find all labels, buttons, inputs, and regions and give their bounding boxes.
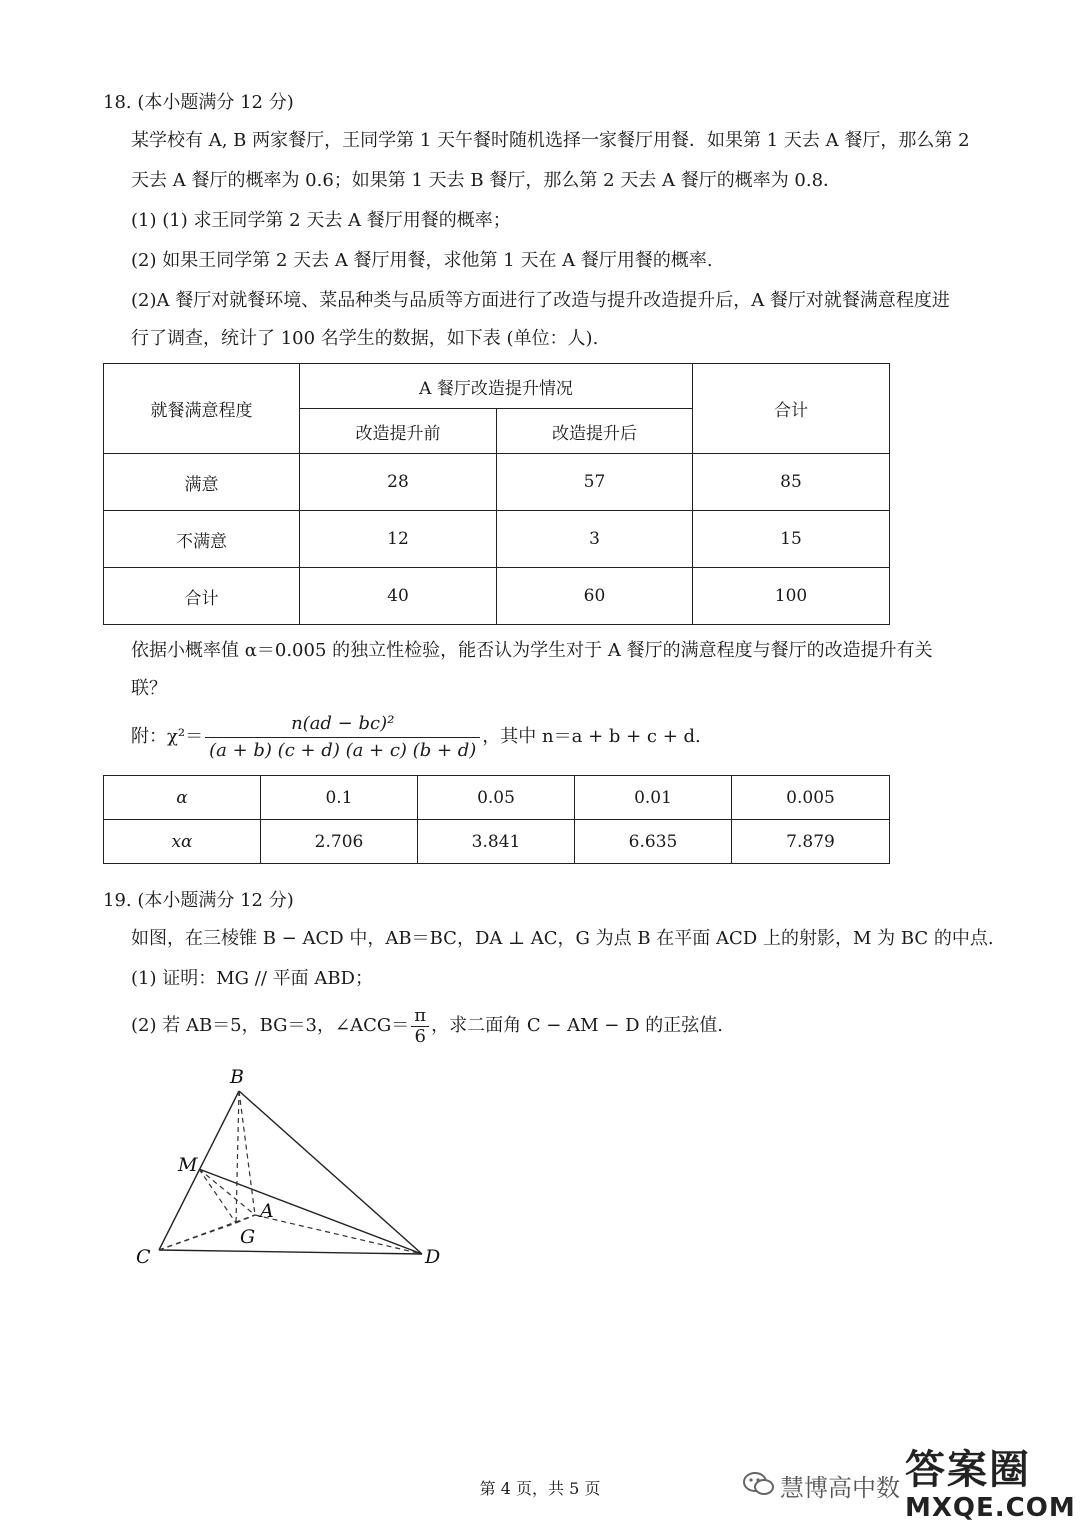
q18-heading: 18. (本小题满分 12 分)	[103, 92, 294, 113]
value-cell: 7.879	[732, 820, 890, 864]
satisfaction-table	[103, 363, 890, 625]
q19-part2	[131, 1002, 723, 1050]
value-cell: 3.841	[418, 820, 575, 864]
cell-total: 85	[693, 454, 890, 511]
row-label: 满意	[104, 454, 300, 511]
cell-total: 15	[693, 511, 890, 568]
header-satisfaction-level: 就餐满意程度	[104, 364, 300, 454]
watermark-logo-url: MXQE.COM	[905, 1493, 1076, 1523]
watermark-logo-text: 答案圈	[905, 1447, 1031, 1493]
label-d: D	[425, 1246, 441, 1268]
cell-after: 57	[497, 454, 693, 511]
cell-before: 28	[300, 454, 497, 511]
x-alpha-label: xα	[104, 820, 261, 864]
row-label: 合计	[104, 568, 300, 625]
label-c: C	[136, 1246, 151, 1268]
q19-part1: (1) 证明：MG // 平面 ABD；	[131, 968, 373, 989]
label-b: B	[230, 1066, 244, 1088]
q18-part2-line2: 行了调查，统计了 100 名学生的数据，如下表 (单位：人).	[131, 328, 599, 349]
label-m: M	[178, 1154, 198, 1176]
alpha-cell: 0.01	[575, 776, 732, 820]
alpha-cell: 0.005	[732, 776, 890, 820]
cell-before: 40	[300, 568, 497, 625]
cell-before: 12	[300, 511, 497, 568]
formula-denominator: (a + b) (c + d) (a + c) (b + d)	[209, 739, 477, 761]
angle-fraction	[411, 1006, 429, 1047]
q18-question-line1: 依据小概率值 α＝0.005 的独立性检验，能否认为学生对于 A 餐厅的满意程度与餐厅的改造提升有关	[131, 640, 933, 661]
q18-part2-line1: (2)A 餐厅对就餐环境、菜品种类与品质等方面进行了改造与提升改造提升后，A 餐厅对就餐满意程度进	[131, 290, 950, 311]
edge-ma	[199, 1169, 255, 1215]
label-a: A	[260, 1200, 274, 1222]
q19-part2-prefix: (2) 若 AB＝5，BG＝3，∠ACG＝	[131, 1015, 410, 1036]
tetrahedron-figure	[120, 1055, 460, 1275]
edge-mg	[199, 1169, 236, 1223]
edge-ba	[239, 1091, 255, 1215]
q19-heading: 19. (本小题满分 12 分)	[103, 890, 294, 911]
page-footer: 第 4 页，共 5 页	[479, 1479, 601, 1498]
angle-numerator: π	[411, 1006, 429, 1027]
row-label: 不满意	[104, 511, 300, 568]
value-cell: 2.706	[261, 820, 418, 864]
watermark-channel: 慧博高中数	[780, 1474, 900, 1502]
table-row	[104, 776, 890, 820]
header-after: 改造提升后	[497, 409, 693, 454]
table-row	[104, 568, 890, 625]
q18-part1a: (1) (1) 求王同学第 2 天去 A 餐厅用餐的概率；	[131, 210, 511, 231]
edge-bg	[236, 1091, 239, 1223]
table-row	[104, 511, 890, 568]
cell-after: 60	[497, 568, 693, 625]
value-cell: 6.635	[575, 820, 732, 864]
edge-bd	[239, 1091, 422, 1254]
table-row	[104, 454, 890, 511]
watermark-logo	[905, 1438, 1076, 1523]
edge-ad	[255, 1215, 422, 1254]
q18-stem-line2: 天去 A 餐厅的概率为 0.6；如果第 1 天去 B 餐厅，那么第 2 天去 A 餐厅的概率为 0.8．	[131, 170, 842, 191]
header-total: 合计	[693, 364, 890, 454]
header-renovation-group: A 餐厅改造提升情况	[300, 364, 693, 409]
edge-md	[199, 1169, 422, 1254]
q18-stem-line1: 某学校有 A, B 两家餐厅，王同学第 1 天午餐时随机选择一家餐厅用餐．如果第 1 天去 A 餐厅，那么第 2	[131, 130, 970, 151]
appendix-prefix: 附：χ²＝	[131, 726, 204, 747]
table-row	[104, 820, 890, 864]
appendix-suffix: ，其中 n＝a + b + c + d.	[482, 726, 701, 747]
critical-value-table	[103, 775, 890, 864]
chi-square-formula	[131, 712, 701, 762]
alpha-label: α	[104, 776, 261, 820]
cell-total: 100	[693, 568, 890, 625]
label-g: G	[240, 1226, 256, 1248]
q18-question-line2: 联？	[131, 678, 167, 699]
alpha-cell: 0.1	[261, 776, 418, 820]
angle-denominator: 6	[414, 1025, 426, 1047]
header-before: 改造提升前	[300, 409, 497, 454]
q18-part1b: (2) 如果王同学第 2 天去 A 餐厅用餐，求他第 1 天在 A 餐厅用餐的概率.	[131, 250, 713, 271]
q19-part2-suffix: ，求二面角 C − AM − D 的正弦值.	[431, 1015, 723, 1036]
alpha-cell: 0.05	[418, 776, 575, 820]
edge-cd	[159, 1250, 422, 1254]
formula-numerator: n(ad − bc)²	[205, 713, 480, 738]
cell-after: 3	[497, 511, 693, 568]
wechat-icon	[742, 1470, 776, 1498]
formula-fraction	[205, 713, 480, 762]
q19-stem: 如图，在三棱锥 B − ACD 中，AB＝BC，DA ⊥ AC，G 为点 B 在平面 ACD 上的射影，M 为 BC 的中点.	[131, 928, 994, 949]
